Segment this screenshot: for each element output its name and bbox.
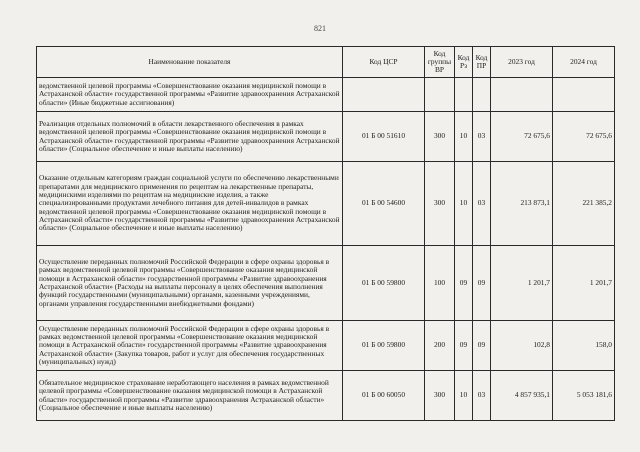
row-csr: 01 Б 00 59800 bbox=[343, 246, 425, 321]
header-2023: 2023 год bbox=[491, 47, 553, 78]
row-2023: 1 201,7 bbox=[491, 246, 553, 321]
budget-table bbox=[36, 46, 615, 421]
row-2023 bbox=[491, 78, 553, 112]
row-name: ведомственной целевой программы «Совершенствование оказания медицинской помощи в Астраханской области» государственной программы «Развитие здравоохранения Астраханской области» (Иные бюджетные ассигнования) bbox=[37, 78, 343, 112]
row-pr: 03 bbox=[473, 112, 491, 162]
row-pr: 09 bbox=[473, 321, 491, 371]
row-rz: 10 bbox=[455, 112, 473, 162]
row-csr bbox=[343, 78, 425, 112]
table-row bbox=[37, 246, 615, 321]
row-vr: 300 bbox=[425, 112, 455, 162]
row-2024 bbox=[553, 78, 615, 112]
header-2024: 2024 год bbox=[553, 47, 615, 78]
row-rz: 10 bbox=[455, 162, 473, 246]
row-pr: 09 bbox=[473, 246, 491, 321]
row-2024: 1 201,7 bbox=[553, 246, 615, 321]
table-header-row bbox=[37, 47, 615, 78]
header-name: Наименование показателя bbox=[37, 47, 343, 78]
row-2024: 158,0 bbox=[553, 321, 615, 371]
row-csr: 01 Б 00 54600 bbox=[343, 162, 425, 246]
header-csr: Код ЦСР bbox=[343, 47, 425, 78]
row-pr bbox=[473, 78, 491, 112]
row-csr: 01 Б 00 59800 bbox=[343, 321, 425, 371]
row-name: Осуществление переданных полномочий Российской Федерации в сфере охраны здоровья в рамках ведомственной целевой программы «Совершенствование оказания медицинской помощи в Астраханской области» государственной программы «Развитие здравоохранения Астраханской области» (Закупка товаров, работ и услуг для обеспечения государственных (муниципальных) нужд) bbox=[37, 321, 343, 371]
row-2024: 5 053 181,6 bbox=[553, 371, 615, 421]
row-name: Оказание отдельным категориям граждан социальной услуги по обеспечению лекарственными препаратами для медицинского применения по рецептам на лекарственные препараты, медицинскими изделиями по рецептам на медицинские изделия, а также специализированными продуктами лечебного питания для детей-инвалидов в рамках ведомственной целевой программы «Совершенствование оказания медицинской помощи в Астраханской области» государственной программы «Развитие здравоохранения Астраханской области» (Социальное обеспечение и иные выплаты населению) bbox=[37, 162, 343, 246]
row-pr: 03 bbox=[473, 371, 491, 421]
page-number: 821 bbox=[314, 24, 326, 33]
row-rz: 09 bbox=[455, 246, 473, 321]
row-vr: 300 bbox=[425, 371, 455, 421]
row-name: Осуществление переданных полномочий Российской Федерации в сфере охраны здоровья в рамках ведомственной целевой программы «Совершенствование оказания медицинской помощи в Астраханской области» государственной программы «Развитие здравоохранения Астраханской области» (Расходы на выплаты персоналу в целях обеспечения выполнения функций государственными (муниципальными) органами, казенными учреждениями, органами управления государственными внебюджетными фондами) bbox=[37, 246, 343, 321]
table-row bbox=[37, 78, 615, 112]
table-row bbox=[37, 112, 615, 162]
table-row bbox=[37, 371, 615, 421]
row-vr: 300 bbox=[425, 162, 455, 246]
row-csr: 01 Б 00 51610 bbox=[343, 112, 425, 162]
header-pr: Код ПР bbox=[473, 47, 491, 78]
row-2023: 102,8 bbox=[491, 321, 553, 371]
row-name: Обязательное медицинское страхование неработающего населения в рамках ведомственной целевой программы «Совершенствование оказания медицинской помощи в Астраханской области» государственной программы «Развитие здравоохранения Астраханской области» (Социальное обеспечение и иные выплаты населению) bbox=[37, 371, 343, 421]
row-vr bbox=[425, 78, 455, 112]
row-csr: 01 Б 00 60050 bbox=[343, 371, 425, 421]
header-vr: Код группы ВР bbox=[425, 47, 455, 78]
row-vr: 100 bbox=[425, 246, 455, 321]
row-2024: 221 385,2 bbox=[553, 162, 615, 246]
row-name: Реализация отдельных полномочий в области лекарственного обеспечения в рамках ведомственной целевой программы «Совершенствование оказания медицинской помощи в Астраханской области» государственной программы «Развитие здравоохранения Астраханской области» (Социальное обеспечение и иные выплаты населению) bbox=[37, 112, 343, 162]
header-rz: Код Рз bbox=[455, 47, 473, 78]
row-2023: 72 675,6 bbox=[491, 112, 553, 162]
table-row bbox=[37, 162, 615, 246]
row-2023: 213 873,1 bbox=[491, 162, 553, 246]
row-pr: 03 bbox=[473, 162, 491, 246]
row-rz: 09 bbox=[455, 321, 473, 371]
row-2023: 4 857 935,1 bbox=[491, 371, 553, 421]
table-row bbox=[37, 321, 615, 371]
row-rz bbox=[455, 78, 473, 112]
row-rz: 10 bbox=[455, 371, 473, 421]
row-vr: 200 bbox=[425, 321, 455, 371]
row-2024: 72 675,6 bbox=[553, 112, 615, 162]
